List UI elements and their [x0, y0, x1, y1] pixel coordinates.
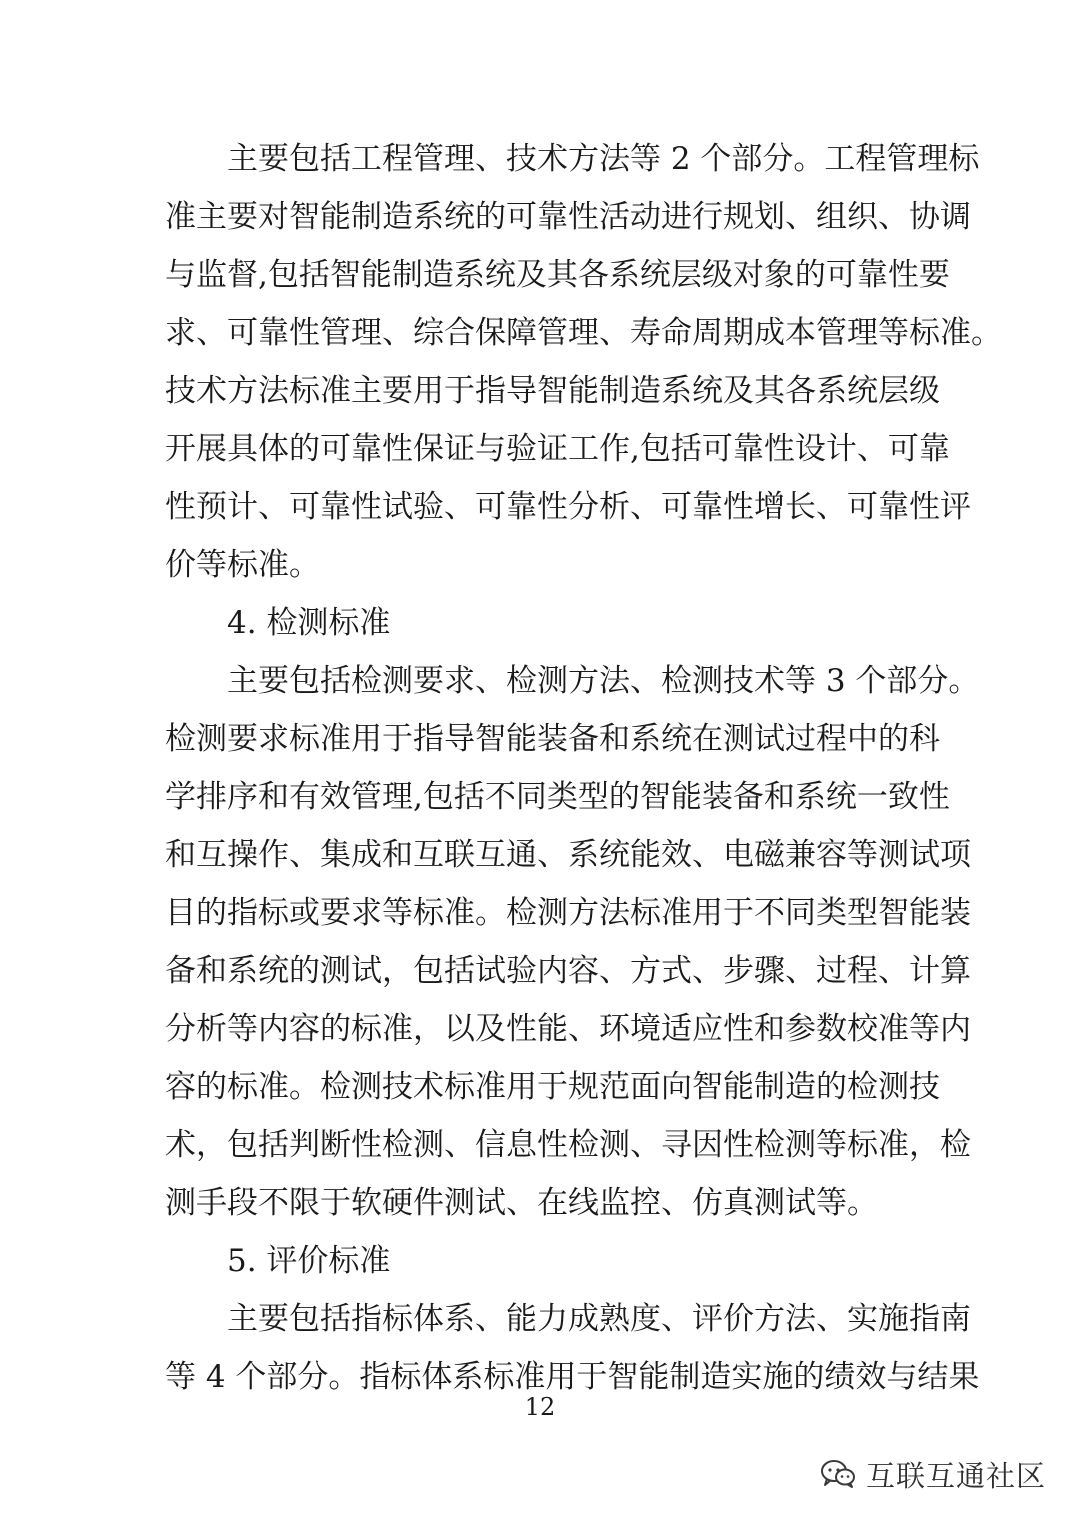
paragraph-line: 性预计、可靠性试验、可靠性分析、可靠性增长、可靠性评 [165, 489, 971, 525]
paragraph-line: 准主要对智能制造系统的可靠性活动进行规划、组织、协调 [165, 199, 971, 235]
paragraph-line: 主要包括工程管理、技术方法等 2 个部分。工程管理标 [227, 141, 980, 177]
paragraph-line: 主要包括指标体系、能力成熟度、评价方法、实施指南 [227, 1301, 971, 1337]
paragraph-line: 开展具体的可靠性保证与验证工作,包括可靠性设计、可靠 [165, 431, 950, 467]
paragraph-line: 求、可靠性管理、综合保障管理、寿命周期成本管理等标准。 [165, 315, 1002, 351]
watermark-text: 互联互通社区 [865, 1458, 1046, 1493]
paragraph-line: 主要包括检测要求、检测方法、检测技术等 3 个部分。 [227, 663, 980, 699]
paragraph-line: 技术方法标准主要用于指导智能制造系统及其各系统层级 [165, 373, 940, 409]
section-heading: 4. 检测标准 [227, 605, 391, 641]
paragraph-line: 目的指标或要求等标准。检测方法标准用于不同类型智能装 [165, 895, 971, 931]
paragraph-line: 容的标准。检测技术标准用于规范面向智能制造的检测技 [165, 1069, 940, 1105]
paragraph-line: 与监督,包括智能制造系统及其各系统层级对象的可靠性要 [165, 257, 950, 293]
section-heading: 5. 评价标准 [227, 1243, 391, 1279]
paragraph-line: 术，包括判断性检测、信息性检测、寻因性检测等标准，检 [165, 1127, 971, 1163]
paragraph-line: 备和系统的测试，包括试验内容、方式、步骤、过程、计算 [165, 953, 971, 989]
watermark [820, 1454, 1046, 1494]
paragraph-line: 学排序和有效管理,包括不同类型的智能装备和系统一致性 [165, 779, 950, 815]
paragraph-line: 检测要求标准用于指导智能装备和系统在测试过程中的科 [165, 721, 940, 757]
page-number: 12 [524, 1393, 556, 1421]
paragraph-line: 等 4 个部分。指标体系标准用于智能制造实施的绩效与结果 [165, 1359, 980, 1395]
paragraph-line: 分析等内容的标准，以及性能、环境适应性和参数校准等内 [165, 1011, 971, 1047]
paragraph-line: 测手段不限于软硬件测试、在线监控、仿真测试等。 [165, 1185, 878, 1221]
wechat-icon [820, 1459, 856, 1489]
paragraph-line: 价等标准。 [165, 547, 320, 583]
paragraph-line: 和互操作、集成和互联互通、系统能效、电磁兼容等测试项 [165, 837, 971, 873]
